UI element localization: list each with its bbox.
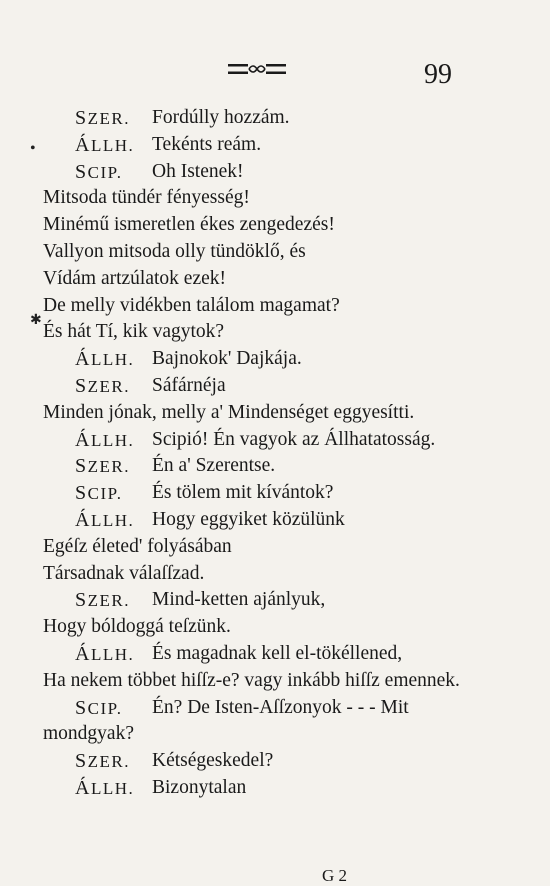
speaker-label: SZER. <box>75 107 130 129</box>
verse-text: Minden jónak, melly a' Mindenséget eggyesítti. <box>43 401 415 423</box>
verse-text: Vídám artzúlatok ezek! <box>43 267 226 289</box>
dialogue-text: Mind-ketten ajánlyuk, <box>152 589 326 611</box>
dialogue-text: Oh Istenek! <box>152 160 244 182</box>
verse-text: mondgyak? <box>43 723 134 745</box>
speaker-label: ÁLLH. <box>75 643 135 665</box>
dialogue-text: Sáfárnéja <box>152 375 226 396</box>
verse-text: Vallyon mitsoda olly tündöklő, és <box>43 241 306 262</box>
stray-mark-icon: • <box>30 140 36 157</box>
speaker-label: SCIP. <box>75 696 123 719</box>
verse-text: Minémű ismeretlen ékes zengedezés! <box>43 214 335 236</box>
speaker-label: SZER. <box>75 589 130 612</box>
ornament-icon <box>228 62 286 76</box>
dialogue-text: Scipió! Én vagyok az Állhatatosság. <box>152 428 436 450</box>
dialogue-text: És magadnak kell el-tökéllened, <box>152 643 403 664</box>
verse-text: Ha nekem többet hiſſz-e? vagy inkább hiſſz emennek. <box>43 669 460 691</box>
verse-text: Mitsoda tündér fényesség! <box>43 187 250 209</box>
speaker-label: SZER. <box>75 455 130 478</box>
asterisk-icon: ✱ <box>30 313 42 328</box>
dialogue-text: Tekénts reám. <box>152 133 262 155</box>
speaker-label: SZER. <box>75 750 130 773</box>
speaker-label: ÁLLH. <box>75 133 135 156</box>
dialogue-text: Hogy eggyiket közülünk <box>152 509 345 530</box>
signature-mark: G 2 <box>322 866 348 885</box>
verse-text: Hogy bóldoggá teſzünk. <box>43 616 231 638</box>
verse-text: Egéſz életed' folyásában <box>43 535 232 557</box>
page-number: 99 <box>424 59 452 90</box>
dialogue-text: Én? De Isten-Aſſzonyok - - - Mit <box>152 696 409 718</box>
dialogue-text: Fordúlly hozzám. <box>152 107 290 128</box>
dialogue-text: Én a' Szerentse. <box>152 455 276 477</box>
verse-text: És hát Tí, kik vagytok? <box>43 321 225 343</box>
dialogue-text: És tölem mit kívántok? <box>152 482 334 504</box>
dialogue-text: Kétségeskedel? <box>152 750 274 772</box>
speaker-label: SCIP. <box>75 482 123 505</box>
dialogue-text: Bizonytalan <box>152 777 247 798</box>
speaker-label: ÁLLH. <box>75 348 135 371</box>
speaker-label: ÁLLH. <box>75 428 135 451</box>
verse-text: De melly vidékben találom magamat? <box>43 294 340 316</box>
speaker-label: ÁLLH. <box>75 777 135 799</box>
speaker-label: ÁLLH. <box>75 509 135 531</box>
speaker-label: SZER. <box>75 375 130 397</box>
speaker-label: SCIP. <box>75 160 123 183</box>
verse-text: Társadnak válaſſzad. <box>43 562 205 584</box>
dialogue-text: Bajnokok' Dajkája. <box>152 348 302 370</box>
